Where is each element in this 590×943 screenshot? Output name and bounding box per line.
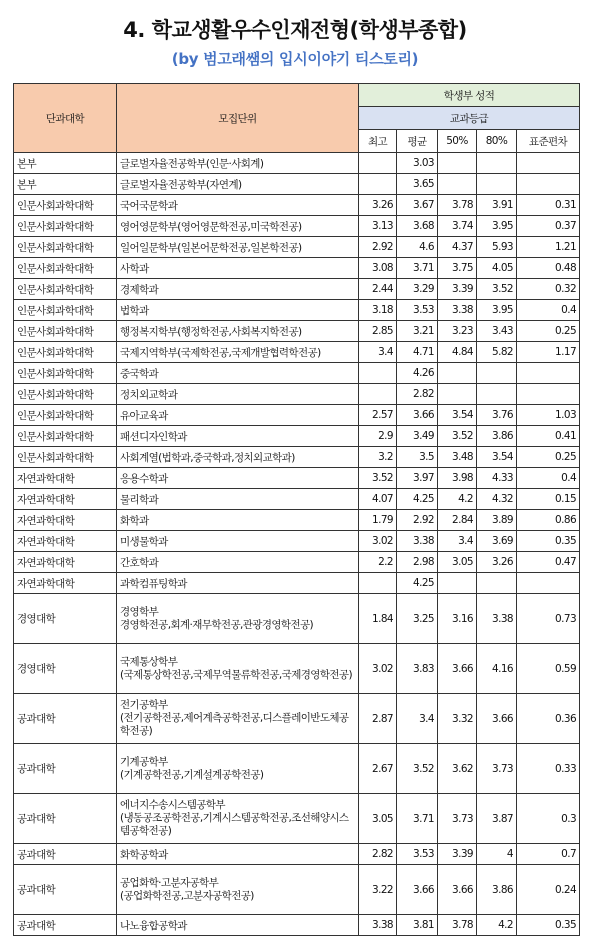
avg-cell: 3.03 [397,153,438,174]
table-row [14,321,580,342]
max-cell: 2.57 [359,405,397,426]
sd-cell: 0.86 [517,510,580,531]
college-cell: 본부 [14,174,117,195]
avg-cell: 3.29 [397,279,438,300]
college-cell: 자연과학대학 [14,552,117,573]
p50-cell: 3.78 [438,195,477,216]
unit-cell: 미생물학과 [117,531,359,552]
max-cell: 2.85 [359,321,397,342]
table-row [14,552,580,573]
sd-cell: 0.25 [517,447,580,468]
table-row [14,594,580,644]
table-row [14,744,580,794]
unit-cell: 정치외교학과 [117,384,359,405]
avg-cell: 3.97 [397,468,438,489]
avg-cell: 3.53 [397,300,438,321]
sd-cell: 0.15 [517,489,580,510]
max-cell [359,384,397,405]
p80-cell: 3.86 [477,426,517,447]
p80-cell: 3.54 [477,447,517,468]
avg-cell: 4.26 [397,363,438,384]
sd-cell: 0.35 [517,531,580,552]
p50-cell: 3.73 [438,794,477,844]
max-cell: 2.82 [359,844,397,865]
sd-cell: 0.73 [517,594,580,644]
sd-cell: 0.41 [517,426,580,447]
sd-cell: 0.4 [517,300,580,321]
sd-cell [517,363,580,384]
max-cell: 3.52 [359,468,397,489]
p50-cell: 4.84 [438,342,477,363]
max-cell [359,153,397,174]
college-cell: 인문사회과학대학 [14,426,117,447]
avg-cell: 4.6 [397,237,438,258]
sd-cell [517,573,580,594]
college-cell: 경영대학 [14,594,117,644]
college-cell: 인문사회과학대학 [14,237,117,258]
avg-cell: 3.5 [397,447,438,468]
table-row [14,195,580,216]
p80-cell: 3.95 [477,216,517,237]
college-cell: 자연과학대학 [14,468,117,489]
p50-cell: 3.39 [438,844,477,865]
college-cell: 자연과학대학 [14,489,117,510]
sd-cell: 1.03 [517,405,580,426]
unit-cell: 법학과 [117,300,359,321]
p50-cell: 3.98 [438,468,477,489]
unit-cell: 공업화학·고분자공학부 (공업화학전공,고분자공학전공) [117,865,359,915]
unit-cell: 나노융합공학과 [117,915,359,936]
unit-cell: 에너지수송시스템공학부 (냉동공조공학전공,기계시스템공학전공,조선해양시스템공학전공) [117,794,359,844]
table-row [14,258,580,279]
p80-cell: 3.66 [477,694,517,744]
max-cell: 3.02 [359,644,397,694]
avg-cell: 3.71 [397,258,438,279]
unit-cell: 국제지역학부(국제학전공,국제개발협력학전공) [117,342,359,363]
p80-cell: 3.26 [477,552,517,573]
table-body [14,153,580,936]
unit-cell: 패션디자인학과 [117,426,359,447]
college-cell: 공과대학 [14,794,117,844]
p50-cell: 3.78 [438,915,477,936]
college-cell: 인문사회과학대학 [14,405,117,426]
max-cell: 2.87 [359,694,397,744]
avg-cell: 2.82 [397,384,438,405]
college-cell: 공과대학 [14,744,117,794]
unit-cell: 국어국문학과 [117,195,359,216]
avg-cell: 3.66 [397,865,438,915]
p50-cell: 3.32 [438,694,477,744]
sd-cell: 0.24 [517,865,580,915]
sd-cell [517,174,580,195]
header-p80: 80% [477,130,517,153]
max-cell: 3.26 [359,195,397,216]
table-row [14,384,580,405]
college-cell: 인문사회과학대학 [14,258,117,279]
unit-cell: 유아교육과 [117,405,359,426]
table-row [14,865,580,915]
header-max: 최고 [359,130,397,153]
sd-cell: 0.36 [517,694,580,744]
avg-cell: 3.52 [397,744,438,794]
p50-cell [438,384,477,405]
avg-cell: 3.25 [397,594,438,644]
p50-cell: 3.62 [438,744,477,794]
table-row [14,510,580,531]
college-cell: 자연과학대학 [14,531,117,552]
unit-cell: 사회계열(법학과,중국학과,정치외교학과) [117,447,359,468]
college-cell: 본부 [14,153,117,174]
sd-cell: 0.35 [517,915,580,936]
max-cell: 2.92 [359,237,397,258]
p50-cell: 3.4 [438,531,477,552]
p80-cell: 3.95 [477,300,517,321]
p80-cell [477,363,517,384]
unit-cell: 기계공학부 (기계공학전공,기계설계공학전공) [117,744,359,794]
avg-cell: 3.4 [397,694,438,744]
table-row [14,573,580,594]
college-cell: 공과대학 [14,694,117,744]
p80-cell: 3.87 [477,794,517,844]
avg-cell: 3.83 [397,644,438,694]
avg-cell: 3.66 [397,405,438,426]
p50-cell [438,573,477,594]
avg-cell: 4.71 [397,342,438,363]
p50-cell: 3.48 [438,447,477,468]
p50-cell [438,153,477,174]
unit-cell: 경제학과 [117,279,359,300]
table-row [14,489,580,510]
max-cell: 3.18 [359,300,397,321]
unit-cell: 사학과 [117,258,359,279]
sd-cell: 0.25 [517,321,580,342]
college-cell: 인문사회과학대학 [14,342,117,363]
p80-cell: 3.76 [477,405,517,426]
sd-cell [517,384,580,405]
avg-cell: 3.49 [397,426,438,447]
page-subtitle: (by 범고래쌤의 입시이야기 티스토리) [171,50,419,68]
header-unit: 모집단위 [117,84,359,153]
max-cell: 3.22 [359,865,397,915]
p50-cell: 3.23 [438,321,477,342]
college-cell: 공과대학 [14,844,117,865]
unit-cell: 화학공학과 [117,844,359,865]
p50-cell: 2.84 [438,510,477,531]
max-cell [359,363,397,384]
p80-cell: 3.86 [477,865,517,915]
table-row [14,405,580,426]
p50-cell: 3.66 [438,865,477,915]
sd-cell: 0.31 [517,195,580,216]
sd-cell: 0.3 [517,794,580,844]
college-cell: 인문사회과학대학 [14,300,117,321]
table-row [14,363,580,384]
table-row [14,915,580,936]
college-cell: 인문사회과학대학 [14,195,117,216]
p80-cell: 4.05 [477,258,517,279]
unit-cell: 글로벌자율전공학부(인문·사회계) [117,153,359,174]
college-cell: 공과대학 [14,915,117,936]
max-cell: 3.05 [359,794,397,844]
max-cell: 3.4 [359,342,397,363]
avg-cell: 3.68 [397,216,438,237]
max-cell [359,174,397,195]
max-cell [359,573,397,594]
college-cell: 인문사회과학대학 [14,216,117,237]
p50-cell: 3.75 [438,258,477,279]
avg-cell: 3.38 [397,531,438,552]
p80-cell: 3.91 [477,195,517,216]
unit-cell: 경영학부 경영학전공,회계·재무학전공,관광경영학전공) [117,594,359,644]
table-row [14,694,580,744]
college-cell: 인문사회과학대학 [14,447,117,468]
college-cell: 공과대학 [14,865,117,915]
unit-cell: 국제통상학부 (국제통상학전공,국제무역물류학전공,국제경영학전공) [117,644,359,694]
college-cell: 인문사회과학대학 [14,321,117,342]
max-cell: 1.79 [359,510,397,531]
sd-cell: 0.48 [517,258,580,279]
avg-cell: 4.25 [397,573,438,594]
p80-cell [477,153,517,174]
p80-cell: 5.93 [477,237,517,258]
max-cell: 2.67 [359,744,397,794]
avg-cell: 2.98 [397,552,438,573]
table-row [14,153,580,174]
college-cell: 자연과학대학 [14,573,117,594]
avg-cell: 3.67 [397,195,438,216]
header-p50: 50% [438,130,477,153]
sd-cell: 0.59 [517,644,580,694]
max-cell: 1.84 [359,594,397,644]
avg-cell: 3.81 [397,915,438,936]
unit-cell: 과학컴퓨팅학과 [117,573,359,594]
table-row [14,279,580,300]
unit-cell: 중국학과 [117,363,359,384]
header-avg: 평균 [397,130,438,153]
header-grade: 교과등급 [359,107,580,130]
sd-cell: 0.4 [517,468,580,489]
unit-cell: 화학과 [117,510,359,531]
sd-cell: 0.37 [517,216,580,237]
avg-cell: 4.25 [397,489,438,510]
max-cell: 3.08 [359,258,397,279]
p50-cell: 3.16 [438,594,477,644]
sd-cell: 0.32 [517,279,580,300]
table-row [14,794,580,844]
unit-cell: 물리학과 [117,489,359,510]
table-row [14,447,580,468]
header-record: 학생부 성적 [359,84,580,107]
p80-cell: 4.33 [477,468,517,489]
max-cell: 3.38 [359,915,397,936]
unit-cell: 영어영문학부(영어영문학전공,미국학전공) [117,216,359,237]
college-cell: 경영대학 [14,644,117,694]
table-row [14,237,580,258]
table-row [14,216,580,237]
p80-cell: 4.32 [477,489,517,510]
p50-cell: 3.39 [438,279,477,300]
max-cell: 3.2 [359,447,397,468]
sd-cell: 1.17 [517,342,580,363]
max-cell: 2.2 [359,552,397,573]
unit-cell: 전기공학부 (전기공학전공,제어계측공학전공,디스플레이반도체공학전공) [117,694,359,744]
avg-cell: 3.71 [397,794,438,844]
avg-cell: 3.65 [397,174,438,195]
college-cell: 인문사회과학대학 [14,279,117,300]
avg-cell: 3.21 [397,321,438,342]
p80-cell: 4.2 [477,915,517,936]
p80-cell: 3.69 [477,531,517,552]
sd-cell: 0.7 [517,844,580,865]
header-sd: 표준편차 [517,130,580,153]
table-row [14,844,580,865]
p80-cell: 3.89 [477,510,517,531]
table-row [14,531,580,552]
college-cell: 인문사회과학대학 [14,363,117,384]
p50-cell: 3.66 [438,644,477,694]
table-row [14,300,580,321]
table-row [14,342,580,363]
sd-cell: 0.33 [517,744,580,794]
p80-cell: 3.52 [477,279,517,300]
p80-cell: 3.43 [477,321,517,342]
table-row [14,426,580,447]
college-cell: 자연과학대학 [14,510,117,531]
p80-cell: 4 [477,844,517,865]
table-row [14,644,580,694]
p80-cell [477,573,517,594]
unit-cell: 간호학과 [117,552,359,573]
table-row [14,174,580,195]
table-row [14,468,580,489]
sd-cell: 0.47 [517,552,580,573]
p50-cell [438,363,477,384]
p80-cell: 5.82 [477,342,517,363]
max-cell: 4.07 [359,489,397,510]
p50-cell [438,174,477,195]
p80-cell: 3.38 [477,594,517,644]
page-title: 4. 학교생활우수인재전형(학생부종합) [123,18,467,42]
p80-cell: 4.16 [477,644,517,694]
p50-cell: 3.05 [438,552,477,573]
sd-cell [517,153,580,174]
max-cell: 3.02 [359,531,397,552]
p80-cell [477,174,517,195]
unit-cell: 글로벌자율전공학부(자연계) [117,174,359,195]
p80-cell [477,384,517,405]
p80-cell: 3.73 [477,744,517,794]
max-cell: 2.44 [359,279,397,300]
sd-cell: 1.21 [517,237,580,258]
p50-cell: 3.52 [438,426,477,447]
header-college: 단과대학 [14,84,117,153]
p50-cell: 3.74 [438,216,477,237]
p50-cell: 3.54 [438,405,477,426]
p50-cell: 4.37 [438,237,477,258]
max-cell: 2.9 [359,426,397,447]
avg-cell: 2.92 [397,510,438,531]
p50-cell: 4.2 [438,489,477,510]
avg-cell: 3.53 [397,844,438,865]
unit-cell: 응용수학과 [117,468,359,489]
unit-cell: 일어일문학부(일본어문학전공,일본학전공) [117,237,359,258]
p50-cell: 3.38 [438,300,477,321]
unit-cell: 행정복지학부(행정학전공,사회복지학전공) [117,321,359,342]
admission-table [13,83,580,936]
college-cell: 인문사회과학대학 [14,384,117,405]
max-cell: 3.13 [359,216,397,237]
